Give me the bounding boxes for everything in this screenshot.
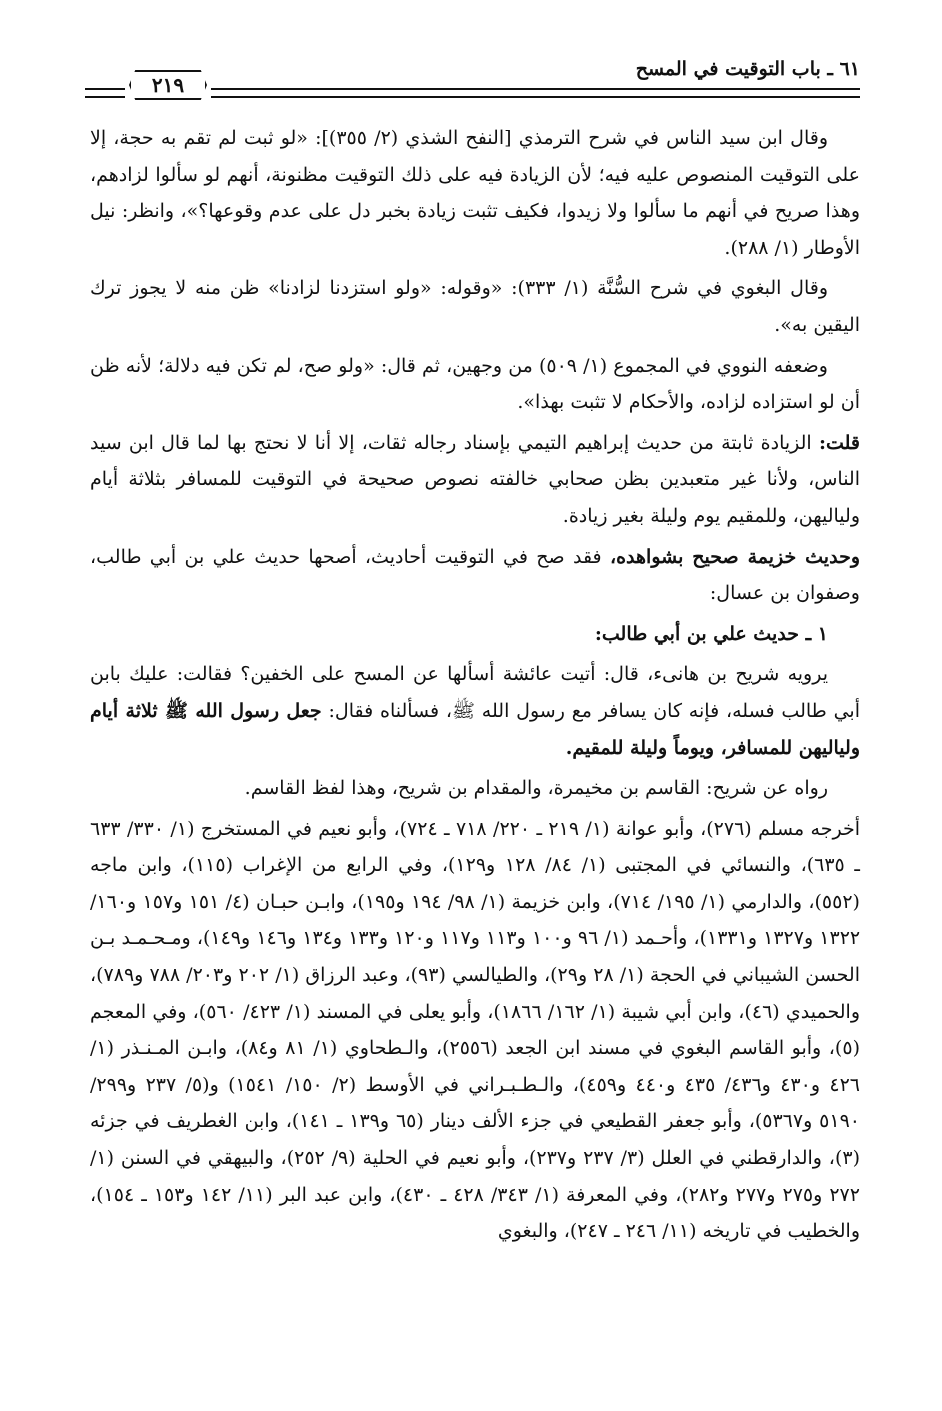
- page-number: [129, 70, 207, 100]
- paragraph-nawawi: وضعفه النووي في المجموع (١/ ٥٠٩) من وجهين، ثم قال: «ولو صح، لم تكن فيه دلالة؛ لأنه ظن أن لو استزاده لزاده، والأحكام لا تثبت بهذا».: [90, 354, 860, 414]
- paragraph-khuzayma: [90, 539, 860, 612]
- qultu-lead: قلت:: [818, 431, 860, 454]
- paragraph-narrators: رواه عن شريح: القاسم بن مخيمرة، والمقدام بن شريح، وهذا لفظ القاسم.: [244, 777, 828, 800]
- qultu-text: الزيادة ثابتة من حديث إبراهيم التيمي بإسناد رجاله ثقات، إلا أنا لا نحتج بها لما قال ابن سيد الناس، ولأنا غير متعبدين بظن صحابي خالفته نصوص صحيحة في التوقيت للمسافر بثلاثة أيام ولياليهن، وللمقيم يوم وليلة بغير زيادة.: [90, 431, 860, 527]
- page-number-text: ٢١٩: [151, 73, 185, 97]
- main-text: [90, 120, 860, 1254]
- chapter-title: ٦١ ـ باب التوقيت في المسح: [635, 58, 860, 80]
- paragraph-takhrij: أخرجه مسلم (٢٧٦)، وأبو عوانة (١/ ٢١٩ ـ ٢٢٠/ ٧١٨ ـ ٧٢٤)، وأبو نعيم في المستخرج (١/ ٣٣٠/ ٦٣٣ ـ ٦٣٥)، والنسائي في المجتبى (١/ ٨٤/ ١٢٨ و١٢٩)، وفي الرابع من الإغراب (١١٥)، وابن ماجه (٥٥٢)، والدارمي (١/ ١٩٥/ ٧١٤)، وابن خزيمة (١/ ٩٨/ ١٩٤ و١٩٥)، وابـن حبـان (٤/ ١٥١ و١٥٧ و١٦٠/ ١٣٢٢ و١٣٢٧ و١٣٣١)، وأحـمد (١/ ٩٦ و١٠٠ و١١٣ و١١٧ و١٢٠ و١٣٣ و١٣٤ و١٤٦ و١٤٩)، ومـحـمـد بـن الحسن الشيباني في الحجة (١/ ٢٨ و٢٩)، والطيالسي (٩٣)، وعبد الرزاق (١/ ٢٠٢ و٢٠٣/ ٧٨٨ و٧٨٩)، والحميدي (٤٦)، وابن أبي شيبة (١/ ١٦٢/ ١٨٦٦)، وأبو يعلى في المسند (١/ ٤٢٣/ ٥٦٠)، وفي المعجم (٥)، وأبو القاسم البغوي في مسند ابن الجعد (٢٥٥٦)، والـطحاوي (١/ ٨١ و٨٤)، وابـن المـنـذر (١/ ٤٢٦ و٤٣٠ و٤٣٦/ ٤٣٥ و٤٤٠ و٤٥٩)، والـطـبـراني في الأوسط (٢/ ١٥٠/ ١٥٤١) و(٥/ ٢٣٧ و٢٩٩/ ٥١٩٠ و٥٣٦٧)، وأبو جعفر القطيعي في جزء الألف دينار (٦٥ و١٣٩ ـ ١٤١)، وابن الغطريف في جزئه (٣)، والدارقطني في العلل (٣/ ٢٣٧ و٢٣٧)، وأبو نعيم في الحلية (٩/ ٢٥٢)، والبيهقي في السنن (١/ ٢٧٢ و٢٧٥ و٢٧٧ و٢٨٢)، وفي المعرفة (١/ ٣٤٣/ ٤٢٨ ـ ٤٣٠)، وابن عبد البر (١١/ ١٤٢ و١٥٣ ـ ١٥٤)، والخطيب في تاريخه (١١/ ٢٤٦ ـ ٢٤٧)، والبغوي: [90, 817, 861, 1243]
- paragraph-hadith-text: [90, 656, 860, 766]
- paragraph-baghawi: وقال البغوي في شرح السُّنَّة (١/ ٣٣٣): «وقوله: «ولو استزدنا لزادنا» ظن منه لا يجوز ترك اليقين به».: [90, 277, 860, 336]
- hadith-matn: جعل رسول الله ﷺ ثلاثة أيام ولياليهن للمسافر، ويوماً وليلة للمقيم.: [90, 699, 860, 759]
- header-rule-right: [211, 88, 860, 98]
- header-rule-left: [85, 88, 125, 98]
- paragraph-ibn-sayyid-al-nas: وقال ابن سيد الناس في شرح الترمذي [النفح الشذي (٢/ ٣٥٥)]: «لو ثبت لم تقم به حجة، إلا على التوقيت المنصوص عليه فيه؛ لأن الزيادة فيه على ذلك التوقيت مظنونة، أنهم لو سألوا لزادهم، وهذا صريح في أنهم ما سألوا ولا زيدوا، فكيف تثبت زيادة بخبر دل على عدم وقوعها؟»، وانظر: نيل الأوطار (١/ ٢٨٨).: [90, 127, 860, 259]
- paragraph-qultu: [90, 425, 860, 535]
- running-header: [85, 58, 860, 108]
- section-heading-ali: ١ ـ حديث علي بن أبي طالب:: [594, 622, 828, 645]
- hadith-narration: يرويه شريح بن هانىء، قال: أتيت عائشة أسألها عن المسح على الخفين؟ فقالت: عليك بابن أبي طالب فسله، فإنه كان يسافر مع رسول الله ﷺ، فسألناه فقال:: [90, 663, 860, 722]
- khuzayma-lead: وحديث خزيمة صحيح بشواهده،: [609, 545, 860, 568]
- khuzayma-text: فقد صح في التوقيت أحاديث، أصحها حديث علي بن أبي طالب، وصفوان بن عسال:: [90, 545, 860, 605]
